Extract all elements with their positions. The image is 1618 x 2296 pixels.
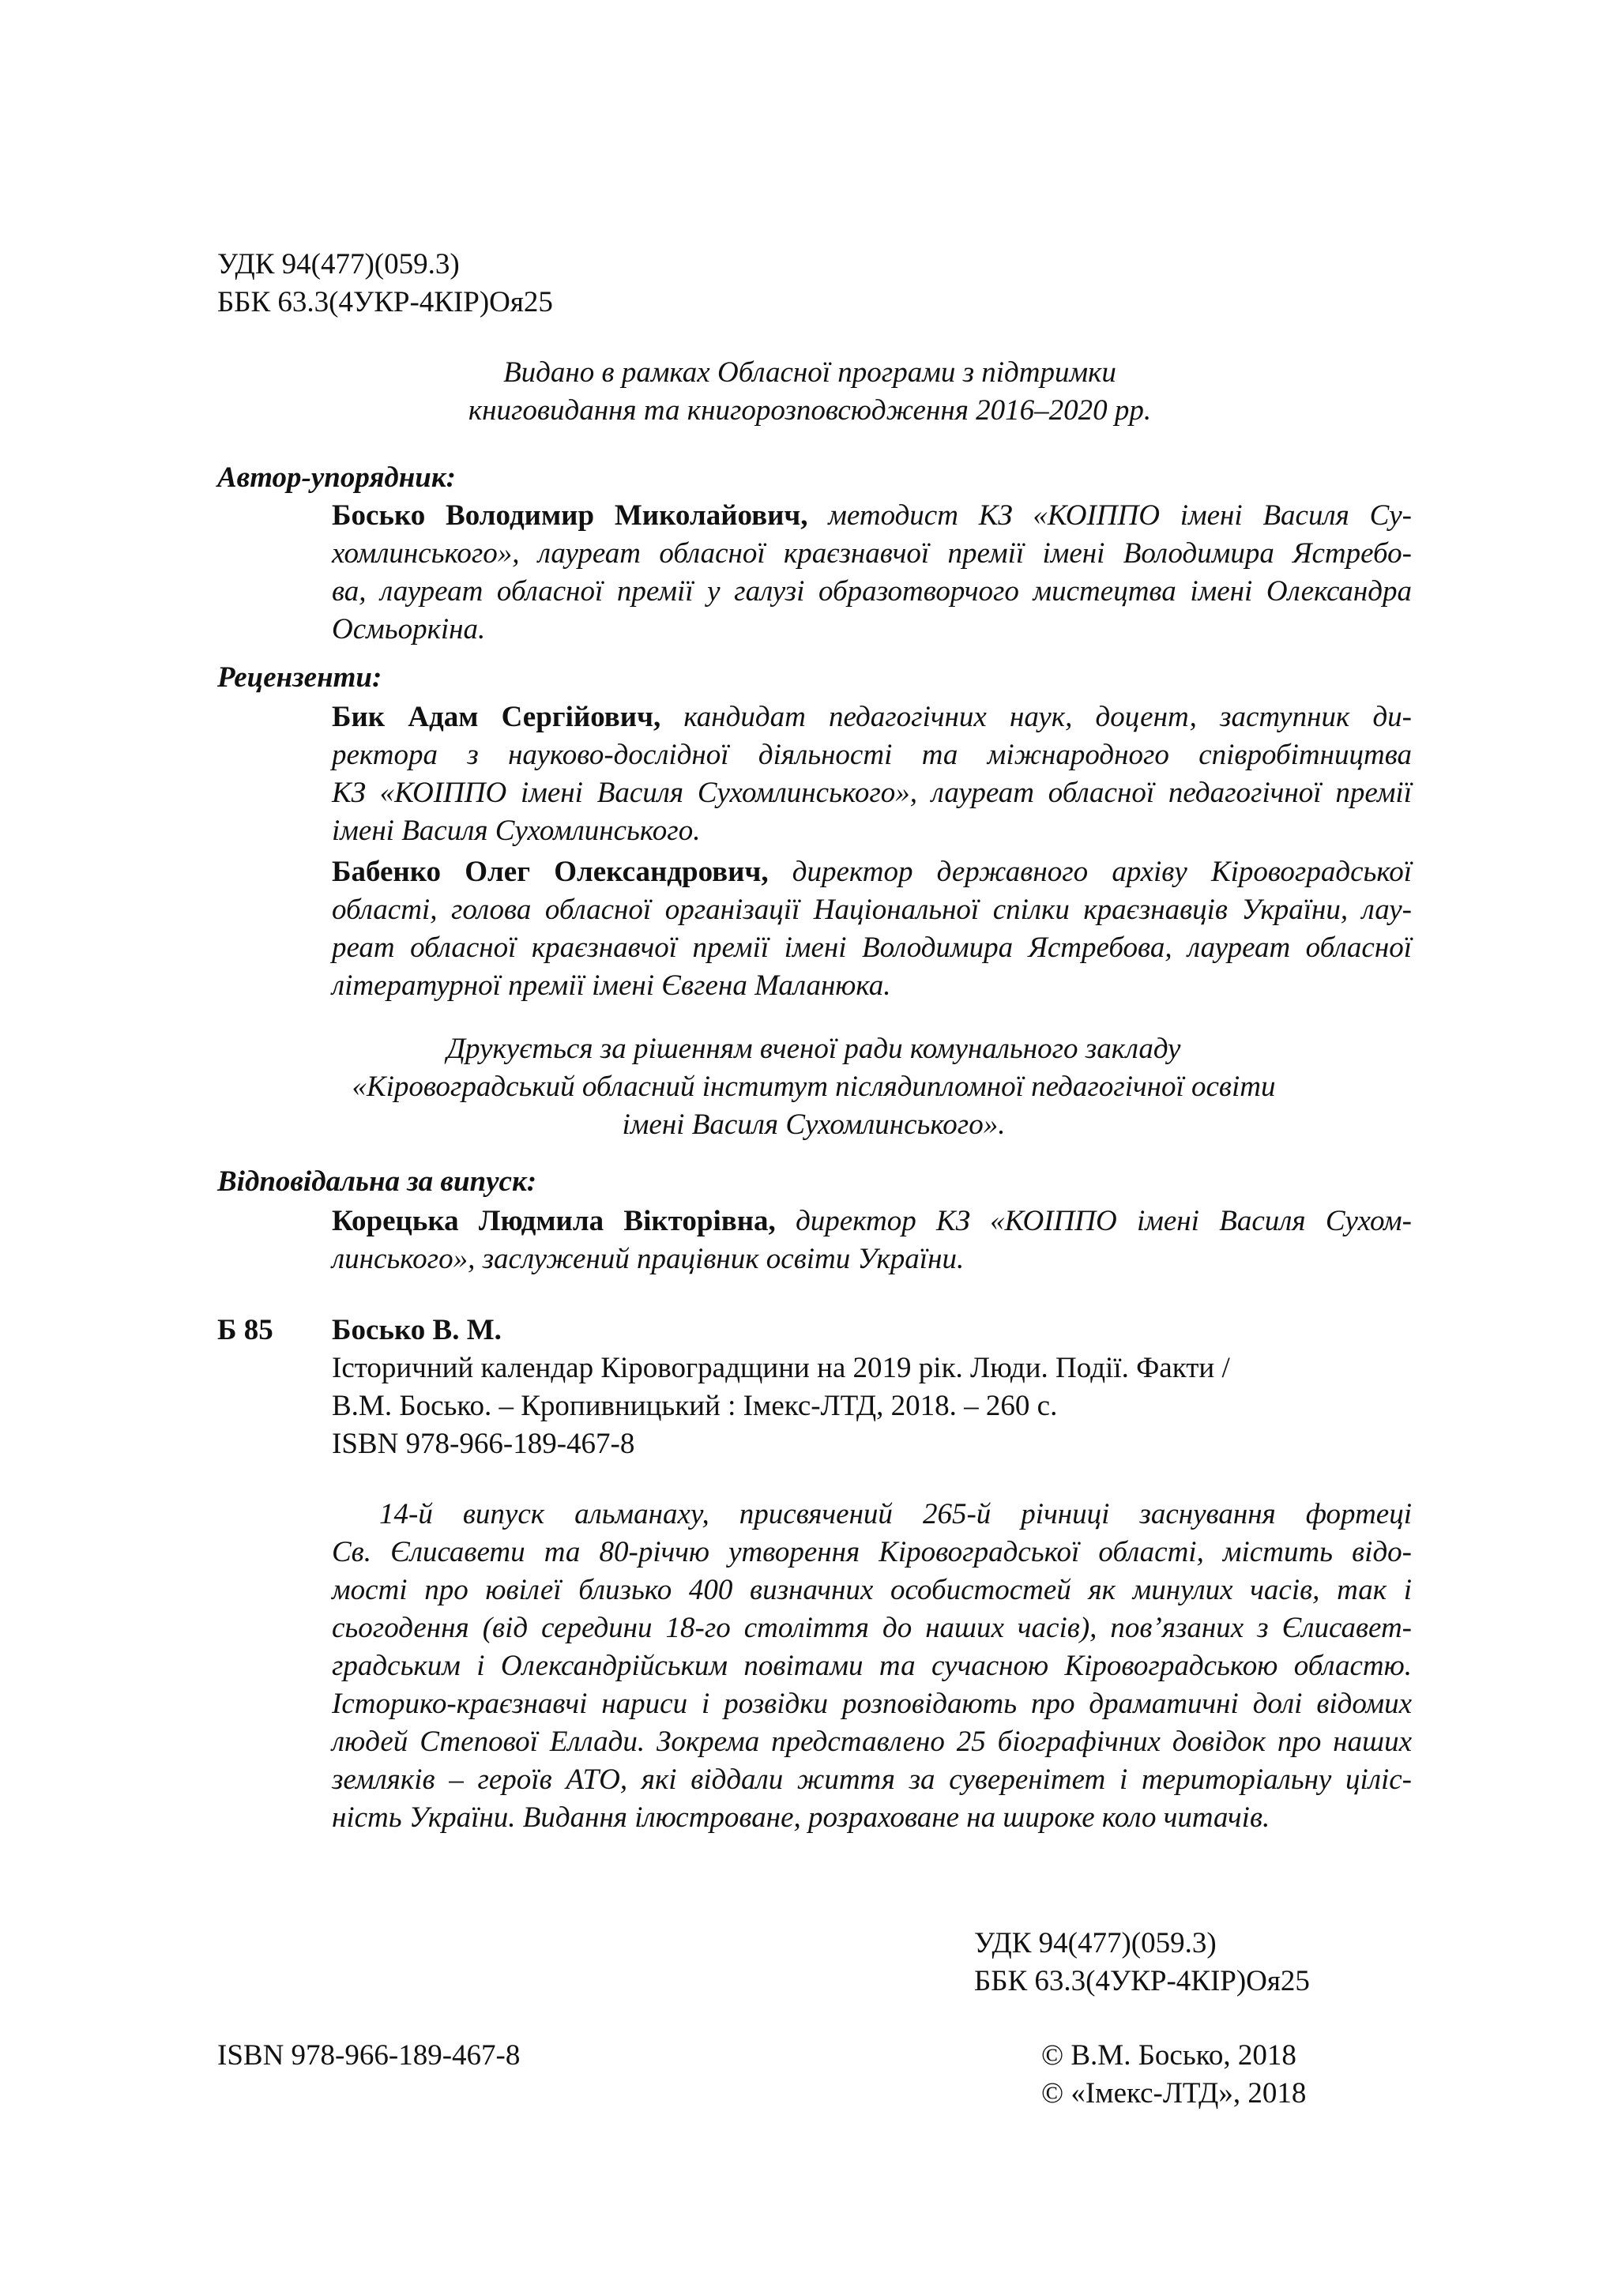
reviewer-1-desc-line: імені Василя Сухомлинського. <box>332 815 701 847</box>
catalog-line: ISBN 978-966-189-467-8 <box>332 1428 635 1460</box>
reviewer-2-name: Бабенко Олег Олександрович, <box>332 856 769 888</box>
program-note-line: книговидання та книгорозповсюдження 2016–2020 рр. <box>468 394 1152 427</box>
annotation <box>332 1496 1412 1837</box>
catalog-line: В.М. Бoсько. – Кропивницький : Імекс-ЛТД, 2018. – 260 с. <box>332 1390 1058 1422</box>
responsible-heading: Відповідальна за випуск: <box>217 1165 537 1198</box>
annotation-line: 14-й випуск альманаху, присвячений 265-й річниці заснування фортеці <box>379 1498 1412 1530</box>
reviewer-2-desc-line: літературної премії імені Євгена Маланюка. <box>332 969 891 1002</box>
isbn-bottom: ISBN 978-966-189-467-8 <box>217 2039 521 2072</box>
annotation-line: людей Степової Еллади. Зокрема представлено 25 біографічних довідок про наших <box>332 1726 1412 1758</box>
classification-bottom <box>974 1925 1310 2001</box>
bbk-code: ББК 63.3(4УКР-4КІР)Оя25 <box>217 286 553 318</box>
copyright-line: © «Імекс-ЛТД», 2018 <box>1041 2077 1307 2110</box>
catalog-entry <box>332 1312 1412 1463</box>
author-desc-line: методист КЗ «КОІППО імені Василя Су- <box>828 499 1412 532</box>
annotation-line: Історико-краєзнавчі нариси і розвідки розповідають про драматичні долі відомих <box>332 1688 1412 1720</box>
responsible-name: Корецька Людмила Вікторівна, <box>332 1205 776 1237</box>
reviewer-2-desc-line: області, голова обласної організації Національної спілки краєзнавців України, лау- <box>332 894 1412 926</box>
program-note <box>217 354 1402 430</box>
catalog-line: Історичний календар Кіровоградщини на 2019 рік. Люди. Події. Факти / <box>332 1352 1230 1384</box>
catalog-code: Б 85 <box>217 1314 273 1346</box>
annotation-line: сьогодення (від середини 18-го століття до наших часів), пов’язаних з Єлисавет- <box>332 1612 1412 1644</box>
author-name: Бoсько Володимир Миколайович, <box>332 499 808 532</box>
print-note-line: Друкується за рішенням вченої ради комунального закладу <box>446 1033 1181 1065</box>
copyright-block <box>1041 2037 1306 2113</box>
print-note-line: імені Василя Сухомлинського». <box>622 1108 1006 1141</box>
annotation-line: мості про ювілеї близько 400 визначних особистостей як минулих часів, так і <box>332 1574 1412 1606</box>
reviewer-2-block <box>332 853 1412 1005</box>
annotation-line: ність України. Видання ілюстроване, розраховане на широке коло читачів. <box>332 1801 1270 1834</box>
udk-code: УДК 94(477)(059.3) <box>974 1927 1217 1959</box>
author-heading: Автор-упорядник: <box>217 461 456 494</box>
author-desc-line: Осмьоркіна. <box>332 613 486 646</box>
author-desc-line: ва, лауреат обласної премії у галузі образотворчого мистецтва імені Олександра <box>332 575 1412 608</box>
annotation-line: градським і Олександрійським повітами та сучасною Кіровоградською областю. <box>332 1650 1412 1682</box>
print-note <box>217 1030 1410 1144</box>
reviewer-1-name: Бик Адам Сергійович, <box>332 701 661 733</box>
reviewer-1-block <box>332 698 1412 850</box>
responsible-desc-line: директор КЗ «КОІППО імені Василя Сухом- <box>796 1205 1412 1237</box>
reviewer-1-desc-line: ректора з науково-дослідної діяльності та міжнародного співробітництва <box>332 739 1412 771</box>
author-block <box>332 497 1412 649</box>
responsible-desc-line: линського», заслужений працівник освіти України. <box>332 1243 965 1275</box>
catalog-author: Бoсько В. М. <box>332 1314 502 1346</box>
reviewer-2-desc-line: реат обласної краєзнавчої премії імені Володимира Ястребова, лауреат обласної <box>332 932 1412 964</box>
reviewers-heading: Рецензенти: <box>217 661 382 694</box>
reviewer-1-desc-line: КЗ «КОІППО імені Василя Сухомлинського», лауреат обласної педагогічної премії <box>332 777 1412 809</box>
udk-code: УДК 94(477)(059.3) <box>217 248 460 280</box>
copyright-line: © В.М. Бoсько, 2018 <box>1041 2039 1296 2072</box>
responsible-block <box>332 1203 1412 1278</box>
print-note-line: «Кіровоградський обласний інститут післядипломної педагогічної освіти <box>352 1071 1276 1103</box>
annotation-line: земляків – героїв АТО, які віддали життя за суверенітет і територіальну ціліс- <box>332 1763 1412 1796</box>
reviewer-1-desc-line: кандидат педагогічних наук, доцент, заступник ди- <box>683 701 1412 733</box>
reviewer-2-desc-line: директор державного архіву Кіровоградської <box>792 856 1413 888</box>
author-desc-line: хомлинського», лауреат обласної краєзнавчої премії імені Володимира Ястребо- <box>332 537 1412 570</box>
annotation-line: Св. Єлисавети та 80-річчю утворення Кіровоградської області, містить відо- <box>332 1536 1412 1568</box>
bbk-code: ББК 63.3(4УКР-4КІР)Оя25 <box>974 1965 1310 1997</box>
program-note-line: Видано в рамках Обласної програми з підтримки <box>503 356 1116 389</box>
classification-top <box>217 246 553 322</box>
